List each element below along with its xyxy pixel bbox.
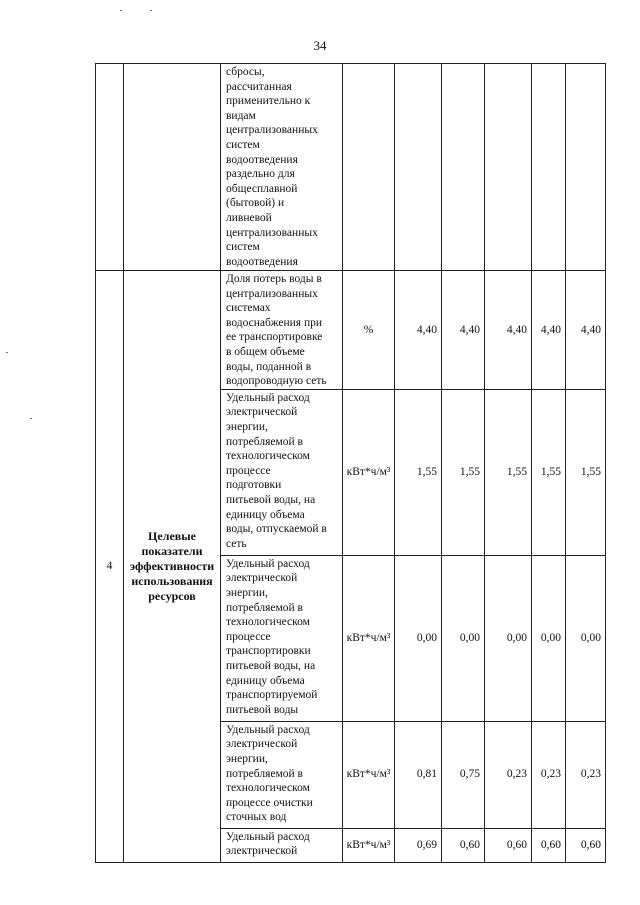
scan-speck [120,10,122,11]
page-number: 34 [313,38,327,53]
value-cell [532,64,566,271]
value-cell: 1,55 [532,389,566,555]
indicator-description: Удельный расход электрической энергии, потребляемой в технологическом процессе транспортировки питьевой воды, на единицу объема транспортируемой питьевой воды [221,555,343,721]
value-cell: 4,40 [566,271,606,390]
indicator-description: Удельный расход электрической энергии, потребляемой в технологическом процессе очистки сточных вод [221,721,343,828]
scan-speck [150,10,152,11]
indicator-description: Доля потерь воды в централизованных системах водоснабжения при ее транспортировке в общем объеме воды, поданной в водопроводную сеть [221,271,343,390]
value-cell: 0,23 [532,721,566,828]
value-cell [566,64,606,271]
indicator-description: сбросы, рассчитанная применительно к видам централизованных систем водоотведения раздельно для общесплавной (бытовой) и ливневой централизованных систем водоотведения [221,64,343,271]
value-cell: 0,00 [532,555,566,721]
value-cell: 0,60 [485,828,532,862]
value-cell: 0,00 [442,555,485,721]
value-cell: 4,40 [442,271,485,390]
value-cell: 4,40 [532,271,566,390]
value-cell: 0,23 [485,721,532,828]
value-cell: 1,55 [566,389,606,555]
table-row-continued [96,64,606,271]
value-cell: 1,55 [485,389,532,555]
group-title-cell-empty [124,64,221,271]
scan-speck [6,352,8,353]
indicators-table [95,63,606,863]
row-number-cell-empty [96,64,124,271]
value-cell: 1,55 [395,389,442,555]
unit-cell: кВт*ч/м³ [343,721,395,828]
unit-cell [343,64,395,271]
group-title: Целевые показатели эффективности использования ресурсов [124,271,221,863]
table-row [96,271,606,390]
value-cell: 0,23 [566,721,606,828]
group-number: 4 [96,271,124,863]
unit-cell: кВт*ч/м³ [343,389,395,555]
value-cell: 0,00 [566,555,606,721]
indicator-description: Удельный расход электрической энергии, потребляемой в технологическом процессе подготовки питьевой воды, на единицу объема воды, отпускаемой в сеть [221,389,343,555]
value-cell: 0,00 [485,555,532,721]
unit-cell: % [343,271,395,390]
value-cell: 4,40 [485,271,532,390]
value-cell [442,64,485,271]
value-cell: 0,60 [566,828,606,862]
indicator-description: Удельный расход электрической [221,828,343,862]
value-cell [395,64,442,271]
value-cell: 1,55 [442,389,485,555]
value-cell: 0,69 [395,828,442,862]
unit-cell: кВт*ч/м³ [343,555,395,721]
value-cell: 0,60 [442,828,485,862]
value-cell: 4,40 [395,271,442,390]
scan-speck [30,418,32,419]
value-cell [485,64,532,271]
value-cell: 0,00 [395,555,442,721]
value-cell: 0,60 [532,828,566,862]
value-cell: 0,75 [442,721,485,828]
value-cell: 0,81 [395,721,442,828]
unit-cell: кВт*ч/м³ [343,828,395,862]
